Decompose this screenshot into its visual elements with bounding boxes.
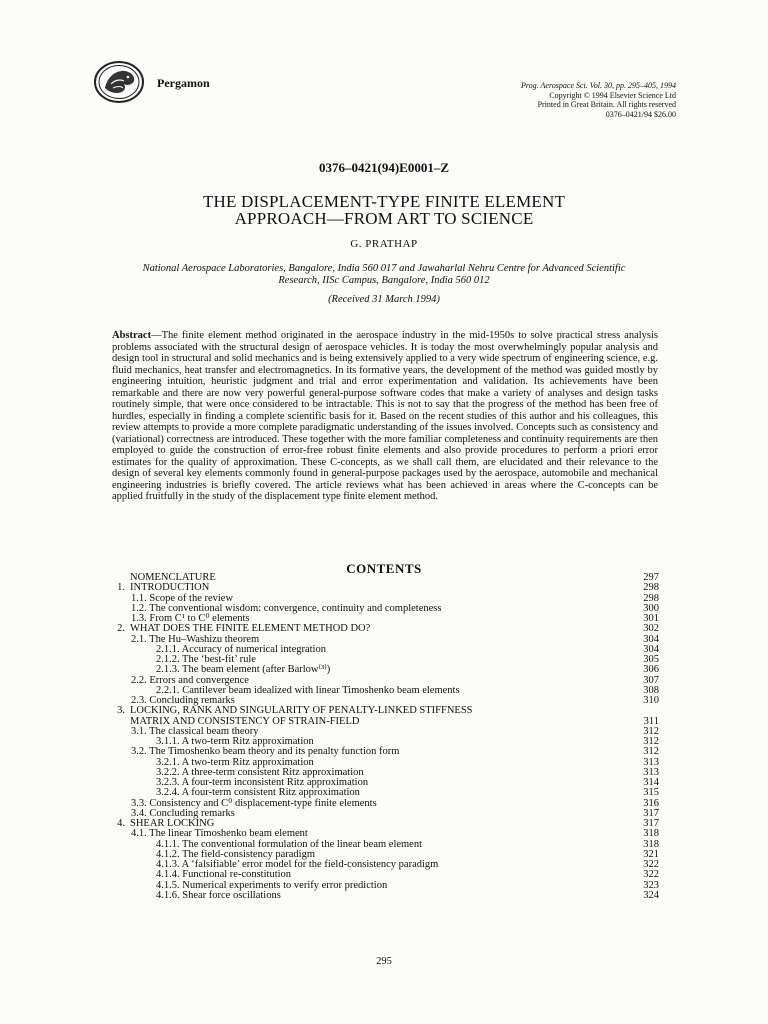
journal-line: Prog. Aerospace Sci. Vol. 30, pp. 295–405, 1994	[520, 81, 676, 90]
copyright-line: Copyright © 1994 Elsevier Science Ltd	[549, 90, 676, 100]
toc-entry-page: 322	[643, 859, 659, 870]
publisher-name: Pergamon	[157, 76, 210, 90]
toc-entry	[110, 870, 659, 880]
abstract-label: Abstract	[112, 330, 152, 341]
toc-entry-page: 324	[643, 889, 659, 901]
affiliation	[90, 263, 678, 287]
toc-entry-page: 323	[643, 879, 659, 891]
toc-entry-title: WHAT DOES THE FINITE ELEMENT METHOD DO?	[130, 623, 371, 635]
toc-entry-title: 4.1.3. A ‘falsifiable’ error model for the field-consistency paradigm	[156, 859, 439, 870]
toc-entry-page: 317	[643, 818, 659, 829]
publisher-logo	[93, 60, 145, 104]
toc-entry-page: 315	[643, 787, 659, 799]
title-line: THE DISPLACEMENT-TYPE FINITE ELEMENT	[202, 192, 566, 211]
rights-line: Printed in Great Britain. All rights reserved	[537, 100, 676, 109]
issn-line: 0376–0421/94 $26.00	[605, 109, 676, 119]
toc-entry	[110, 747, 659, 757]
affiliation-line: National Aerospace Laboratories, Bangalore, India 560 017 and Jawaharlal Nehru Centre for Advanced Scientific	[142, 263, 626, 274]
toc-entry-title: 3.2.2. A three-term consistent Ritz approximation	[156, 766, 364, 778]
abstract	[112, 330, 658, 503]
toc-entry-page: 318	[643, 838, 659, 850]
toc-entry-page: 304	[643, 643, 659, 655]
toc-entry-title: 1.3. From C¹ to C⁰ elements	[131, 613, 250, 624]
page-number: 295	[376, 956, 392, 967]
abstract-text: —The finite element method originated in the aerospace industry in the mid-1950s to solve practical stress analysis problems associated with the structural design of aerospace vehicles. It is today the most overwhelmingly popular analysis and design tool in structural and solid mechanics and is being extensively applied to a very wide spectrum of engineering science, e.g. fluid mechanics, heat transfer and electromagnetics. In its formative years, the development of the method was guided mostly by engineering intuition, heuristic judgment and trial and error experimentation and validation. Its achievements have been remarkable and there are now very powerful general-purpose software codes that make a variety of analyses and design tasks routinely simple, that were once considered to be intractable. This is not to say that the progress of the method has been free of hurdles, especially in finding a complete scientific basis for it. Based on the recent studies of this author and his colleagues, this review attempts to provide a more complete paradigmatic understanding of the issues involved. Concepts such as consistency and (variational) correctness are introduced. These together with the more familiar completeness and continuity requirements are then employed to guide the construction of error-free robust finite elements and also provide procedures to perform a priori error estimates for the quality of approximation. These C-concepts, as we shall call them, are elucidated and their relevance to the design of several key elements commonly found in general-purpose packages used by the aerospace, automobile and mechanical engineering industries is briefly covered. The article reviews what has been achieved in areas where the C-concepts can be applied fruitfully in the study of the displacement type finite element method.	[112, 330, 658, 502]
toc-entry-page: 312	[643, 725, 659, 737]
toc-entry-title: 1.1. Scope of the review	[131, 592, 234, 604]
toc-entry-page: 314	[643, 777, 659, 788]
toc-entry-page: 302	[643, 623, 659, 635]
toc-entry-page: 318	[643, 828, 659, 840]
toc-entry-title: INTRODUCTION	[130, 582, 210, 594]
toc-entry-title: 1.2. The conventional wisdom: convergence, continuity and completeness	[131, 602, 442, 614]
toc-entry-number: 4.	[117, 818, 125, 829]
toc-entry-title: 3.2.1. A two-term Ritz approximation	[156, 756, 314, 768]
toc-entry	[110, 706, 659, 716]
contents-heading: CONTENTS	[346, 561, 422, 576]
toc-entry-title: 3.2.4. A four-term consistent Ritz approximation	[156, 787, 360, 799]
toc-entry	[110, 891, 659, 901]
toc-entry-page: 297	[643, 572, 659, 583]
toc-entry-page: 321	[643, 848, 659, 860]
paper-title	[0, 193, 768, 227]
toc-entry-page: 308	[643, 684, 659, 696]
received-date: (Received 31 March 1994)	[328, 294, 440, 305]
author-name: G. PRATHAP	[350, 238, 418, 250]
table-of-contents	[110, 573, 659, 901]
toc-entry-page: 316	[643, 797, 659, 809]
toc-entry-page: 305	[643, 654, 659, 665]
toc-entry-title: 3.1.1. A two-term Ritz approximation	[156, 736, 314, 747]
toc-entry-page: 322	[643, 869, 659, 881]
toc-entry-number: 3.	[117, 705, 125, 717]
journal-citation	[521, 81, 676, 119]
toc-entry-page: 312	[643, 736, 659, 747]
toc-entry-title: 2.1.1. Accuracy of numerical integration	[156, 643, 326, 655]
document-code: 0376–0421(94)E0001–Z	[319, 160, 449, 175]
toc-entry-page: 311	[643, 715, 659, 727]
affiliation-line: Research, IISc Campus, Bangalore, India 560 012	[278, 275, 490, 286]
toc-entry-title: 3.2. The Timoshenko beam theory and its penalty function form	[131, 746, 400, 758]
toc-entry-title: 2.2. Errors and convergence	[131, 674, 249, 686]
toc-entry-title: 2.2.1. Cantilever beam idealized with linear Timoshenko beam elements	[156, 684, 460, 696]
toc-entry-title: 4.1.5. Numerical experiments to verify error prediction	[156, 879, 388, 891]
toc-entry	[110, 624, 659, 634]
toc-entry-title: 4.1.4. Functional re-constitution	[156, 869, 292, 881]
toc-entry-title: MATRIX AND CONSISTENCY OF STRAIN-FIELD	[130, 715, 360, 727]
toc-entry	[110, 665, 659, 675]
toc-entry-title: 3.2.3. A four-term inconsistent Ritz approximation	[156, 777, 369, 788]
toc-entry-page: 306	[643, 664, 659, 676]
toc-entry-page: 313	[643, 756, 659, 768]
toc-entry-title: 3.3. Consistency and C⁰ displacement-type finite elements	[131, 797, 377, 809]
title-line: APPROACH—FROM ART TO SCIENCE	[234, 209, 534, 228]
toc-entry	[110, 788, 659, 798]
toc-entry-title: 2.1. The Hu–Washizu theorem	[131, 633, 260, 645]
toc-entry-title: NOMENCLATURE	[130, 572, 216, 583]
toc-entry-title: 3.1. The classical beam theory	[131, 725, 259, 737]
toc-entry-page: 310	[643, 695, 659, 706]
toc-entry-title: 4.1. The linear Timoshenko beam element	[131, 828, 308, 840]
toc-entry-page: 301	[643, 613, 659, 624]
toc-entry-page: 312	[643, 746, 659, 758]
toc-entry-page: 298	[643, 582, 659, 594]
toc-entry-number: 2.	[117, 623, 125, 635]
toc-entry-title: 4.1.2. The field-consistency paradigm	[156, 848, 316, 860]
toc-entry	[110, 829, 659, 839]
toc-entry-title: 4.1.1. The conventional formulation of the linear beam element	[156, 838, 423, 850]
toc-entry-page: 300	[643, 602, 659, 614]
toc-entry-page: 313	[643, 766, 659, 778]
toc-entry-title: 3.4. Concluding remarks	[131, 807, 235, 819]
toc-entry	[110, 583, 659, 593]
toc-entry-title: 2.1.2. The ‘best-fit’ rule	[156, 654, 256, 665]
toc-entry-title: SHEAR LOCKING	[130, 818, 215, 829]
toc-entry-title: 4.1.6. Shear force oscillations	[156, 889, 281, 901]
toc-entry-title: 2.3. Concluding remarks	[131, 695, 235, 706]
toc-entry-title: LOCKING, RANK AND SINGULARITY OF PENALTY-LINKED STIFFNESS	[130, 705, 473, 717]
toc-entry-page: 298	[643, 592, 659, 604]
toc-entry-page: 307	[643, 674, 659, 686]
toc-entry-page: 304	[643, 633, 659, 645]
toc-entry-title: 2.1.3. The beam element (after Barlow⁽³⁾)	[156, 664, 331, 676]
toc-entry-number: 1.	[117, 582, 125, 594]
toc-entry-page: 317	[643, 807, 659, 819]
